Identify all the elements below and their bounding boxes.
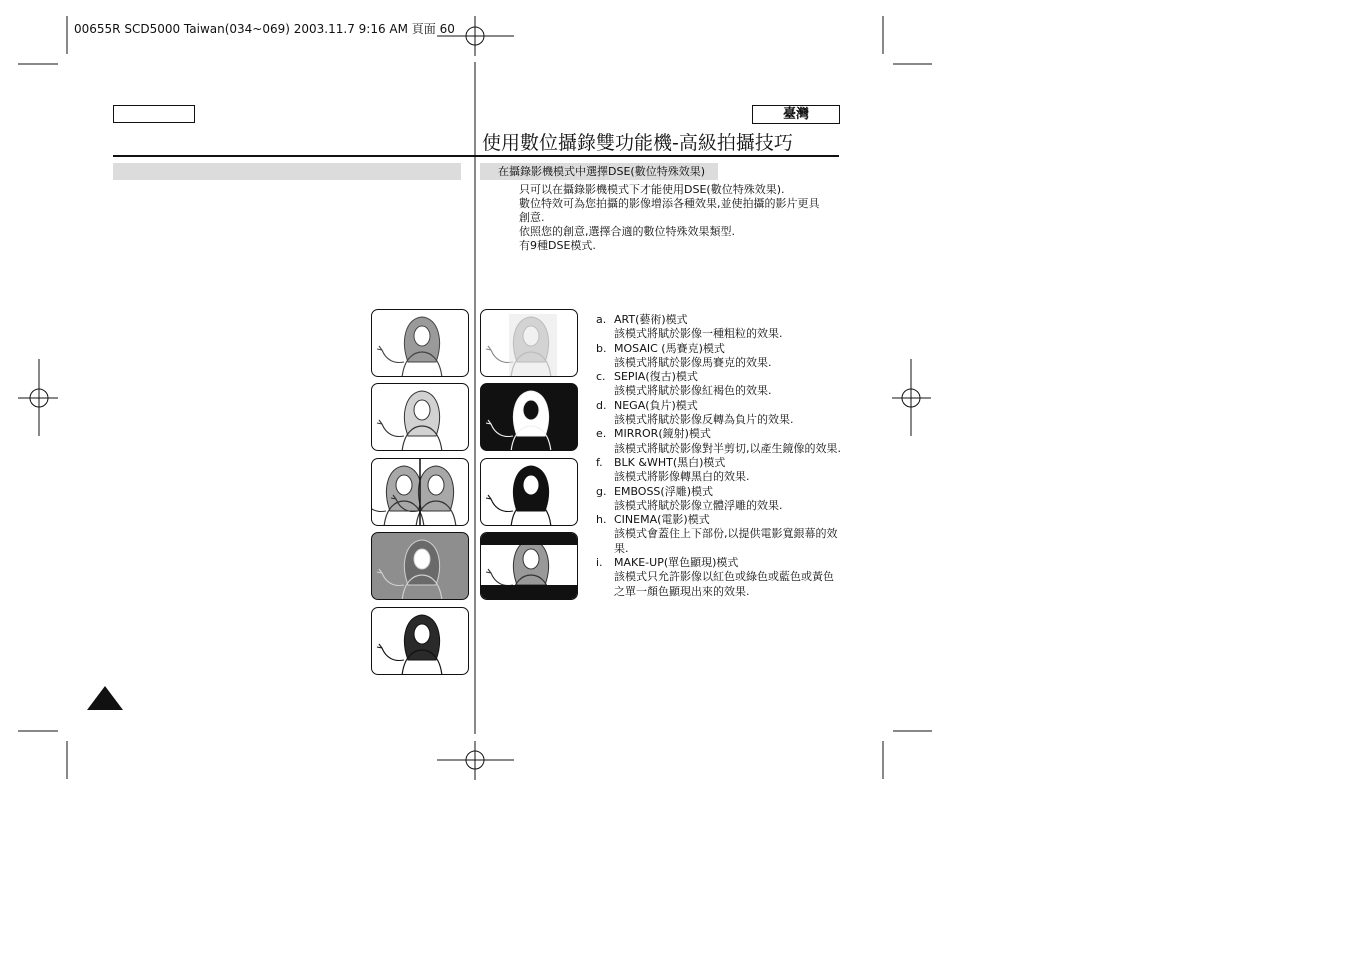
blk-wht-illustration-icon [481, 459, 577, 525]
mosaic-illustration-icon [481, 310, 577, 376]
mode-letter: h. [596, 513, 607, 527]
thumbnail-mirror [371, 458, 469, 526]
mode-name: SEPIA(復古)模式 [614, 370, 698, 384]
mode-name: ART(藝術)模式 [614, 313, 688, 326]
mode-item-art [596, 313, 841, 342]
mode-item-blk-wht [596, 456, 841, 485]
mode-item-nega [596, 399, 841, 428]
mode-name: NEGA(負片)模式 [614, 398, 698, 412]
section-heading: 在攝錄影機模式中選擇DSE(數位特殊效果) [480, 163, 718, 180]
mode-item-make-up [596, 556, 841, 599]
print-header: 00655R SCD5000 Taiwan(034~069) 2003.11.7 9:16 AM 頁面 60 [74, 22, 455, 36]
mode-item-mosaic [596, 342, 841, 371]
intro-text [519, 183, 837, 253]
page-corner-triangle-icon [86, 686, 124, 711]
title-rule [113, 155, 839, 157]
mode-name: MAKE-UP(單色顯現)模式 [614, 556, 739, 570]
mode-item-emboss [596, 485, 841, 514]
intro-line: 數位特效可為您拍攝的影像增添各種效果,並使拍攝的影片更具 [519, 197, 820, 210]
mode-letter: e. [596, 427, 607, 441]
mode-letter: f. [596, 455, 603, 469]
nega-illustration-icon [481, 384, 577, 450]
mode-item-sepia [596, 370, 841, 399]
mode-item-cinema [596, 513, 841, 556]
mode-letter: b. [596, 341, 607, 355]
mode-name: MOSAIC (馬賽克)模式 [614, 341, 725, 355]
thumbnail-sepia [371, 383, 469, 451]
mode-description: 該模式將賦於影像一種粗粒的效果. [614, 327, 783, 341]
intro-line: 只可以在攝錄影機模式下才能使用DSE(數位特殊效果). [519, 183, 785, 196]
mode-letter: d. [596, 398, 607, 412]
language-tab-taiwan: 臺灣 [752, 105, 840, 124]
art-illustration-icon [372, 310, 468, 376]
emboss-illustration-icon [372, 533, 468, 599]
mode-letter: a. [596, 313, 607, 326]
mirror-illustration-icon [372, 459, 468, 525]
mode-description: 該模式將影像轉黑白的效果. [614, 470, 750, 484]
mode-item-mirror [596, 427, 841, 456]
cinema-illustration-icon [481, 533, 577, 599]
mode-name: CINEMA(電影)模式 [614, 513, 710, 527]
language-tab-left [113, 105, 195, 123]
intro-line: 創意. [519, 211, 545, 224]
mode-letter: i. [596, 556, 603, 570]
sepia-illustration-icon [372, 384, 468, 450]
mode-name: BLK &WHT(黑白)模式 [614, 455, 726, 469]
intro-line: 依照您的創意,選擇合適的數位特殊效果類型. [519, 225, 735, 238]
mode-letter: g. [596, 484, 607, 498]
left-section-band [113, 163, 461, 180]
mode-description: 該模式將賦於影像馬賽克的效果. [614, 355, 772, 369]
thumbnail-cinema [480, 532, 578, 600]
mode-description: 該模式將賦於影像紅褐色的效果. [614, 384, 772, 398]
mode-description: 該模式將賦於影像立體浮雕的效果. [614, 498, 783, 512]
mode-description: 該模式會蓋住上下部份,以提供電影寬銀幕的效果. [614, 527, 838, 555]
thumbnail-emboss [371, 532, 469, 600]
make-up-illustration-icon [372, 608, 468, 674]
thumbnail-mosaic [480, 309, 578, 377]
thumbnail-blk-wht [480, 458, 578, 526]
thumbnail-nega [480, 383, 578, 451]
intro-line: 有9種DSE模式. [519, 239, 596, 252]
mode-description: 該模式將賦於影像對半剪切,以產生鏡像的效果. [614, 441, 841, 455]
dse-mode-list [596, 313, 841, 599]
thumbnail-art [371, 309, 469, 377]
page-title: 使用數位攝錄雙功能機-高級拍攝技巧 [482, 132, 793, 154]
mode-letter: c. [596, 370, 606, 384]
mode-name: EMBOSS(浮雕)模式 [614, 484, 713, 498]
mode-description: 該模式只允許影像以紅色或綠色或藍色或黃色之單一顏色顯現出來的效果. [614, 570, 834, 598]
thumbnail-make-up [371, 607, 469, 675]
mode-description: 該模式將賦於影像反轉為負片的效果. [614, 413, 794, 427]
mode-name: MIRROR(鏡射)模式 [614, 427, 711, 441]
